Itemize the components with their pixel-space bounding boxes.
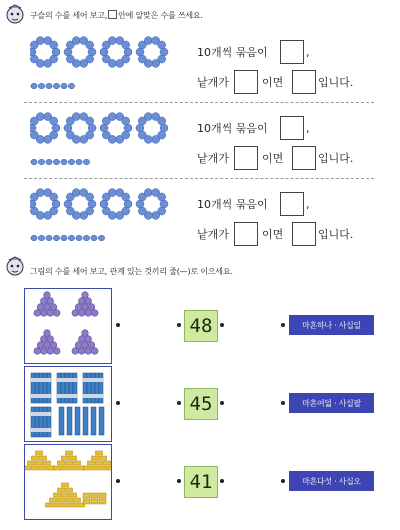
row-1-line1-suffix: ,	[306, 46, 310, 59]
row-2-line1-suffix: ,	[306, 122, 310, 135]
single-bead	[83, 159, 89, 165]
instruction-1-post: 안에 알맞은 수를 쓰세요.	[118, 11, 203, 20]
connect-dot-number-2-right[interactable]	[220, 401, 224, 405]
row-2-total-box[interactable]	[292, 146, 316, 170]
single-bead	[53, 83, 59, 89]
row-1-bundles-box[interactable]	[280, 40, 304, 64]
row-3-line2-prefix: 낱개가	[197, 228, 229, 241]
mascot-icon	[4, 256, 26, 278]
connect-dot-number-1-left[interactable]	[177, 323, 181, 327]
connect-dot-number-3-right[interactable]	[220, 479, 224, 483]
row-1-line1-label: 10개씩 묶음이	[197, 46, 268, 59]
number-card-2: 45	[184, 388, 218, 420]
bead-ring-of-ten	[30, 37, 60, 68]
connect-dot-picture-3[interactable]	[116, 479, 120, 483]
bead-ring-of-ten	[64, 37, 96, 68]
connect-dot-number-2-left[interactable]	[177, 401, 181, 405]
single-bead	[68, 235, 74, 241]
single-bead	[98, 235, 104, 241]
bead-ring-of-ten	[100, 37, 132, 68]
connect-dot-number-1-right[interactable]	[220, 323, 224, 327]
mascot-icon	[4, 4, 26, 26]
single-bead	[61, 83, 67, 89]
connect-dot-name-1[interactable]	[281, 323, 285, 327]
grape-bunches-icon	[25, 289, 111, 363]
single-bead	[68, 83, 74, 89]
single-bead	[38, 235, 44, 241]
row-3-line1-suffix: ,	[306, 198, 310, 211]
row-1-units-box[interactable]	[234, 70, 258, 94]
connect-dot-picture-1[interactable]	[116, 323, 120, 327]
single-bead	[83, 235, 89, 241]
bead-ring-of-ten	[64, 113, 96, 144]
connect-dot-name-3[interactable]	[281, 479, 285, 483]
divider-1	[24, 102, 374, 103]
bead-group-row-3	[30, 188, 180, 248]
empty-box-icon	[108, 10, 117, 19]
row-1-line2-suffix: 입니다.	[318, 76, 354, 89]
single-bead	[31, 159, 37, 165]
single-bead	[46, 83, 52, 89]
instruction-2: 그림의 수를 세어 보고, 관계 있는 것끼리 줄(—)로 이으세요.	[30, 267, 233, 276]
row-2-line2-suffix: 입니다.	[318, 152, 354, 165]
bead-ring-of-ten	[136, 37, 168, 68]
number-card-1: 48	[184, 310, 218, 342]
bead-ring-of-ten	[136, 189, 168, 220]
row-3-total-box[interactable]	[292, 222, 316, 246]
single-bead	[61, 159, 67, 165]
single-bead	[53, 235, 59, 241]
row-3-line2-suffix: 입니다.	[318, 228, 354, 241]
single-bead	[38, 83, 44, 89]
single-bead	[46, 235, 52, 241]
bead-ring-of-ten	[100, 189, 132, 220]
bead-ring-of-ten	[136, 113, 168, 144]
row-3-bundles-box[interactable]	[280, 192, 304, 216]
name-card-3: 마흔다섯 · 사십오	[289, 471, 374, 491]
row-3-line1-label: 10개씩 묶음이	[197, 198, 268, 211]
single-bead	[38, 159, 44, 165]
can-bundles-icon	[25, 367, 111, 441]
single-bead	[91, 235, 97, 241]
connect-dot-name-2[interactable]	[281, 401, 285, 405]
connect-dot-picture-2[interactable]	[116, 401, 120, 405]
row-3-units-box[interactable]	[234, 222, 258, 246]
picture-card-grapes	[24, 288, 112, 364]
row-3-line2-mid: 이면	[262, 228, 284, 241]
row-2-line2-mid: 이면	[262, 152, 284, 165]
number-card-3: 41	[184, 466, 218, 498]
row-1-line2-mid: 이면	[262, 76, 284, 89]
bead-ring-of-ten	[30, 113, 60, 144]
single-bead	[76, 159, 82, 165]
divider-2	[24, 178, 374, 179]
single-bead	[76, 235, 82, 241]
name-card-2: 마흔여덟 · 사십팔	[289, 393, 374, 413]
single-bead	[46, 159, 52, 165]
single-bead	[61, 235, 67, 241]
row-2-line1-label: 10개씩 묶음이	[197, 122, 268, 135]
single-bead	[53, 159, 59, 165]
name-card-1: 마흔하나 · 사십일	[289, 315, 374, 335]
single-bead	[31, 235, 37, 241]
row-2-bundles-box[interactable]	[280, 116, 304, 140]
row-1-line2-prefix: 낱개가	[197, 76, 229, 89]
bead-ring-of-ten	[64, 189, 96, 220]
bead-group-row-1	[30, 36, 180, 96]
single-bead	[31, 83, 37, 89]
instruction-1	[30, 10, 203, 21]
picture-card-cans	[24, 366, 112, 442]
gold-bars-icon	[25, 445, 111, 519]
row-2-units-box[interactable]	[234, 146, 258, 170]
instruction-1-pre: 구슬의 수를 세어 보고,	[30, 11, 108, 20]
connect-dot-number-3-left[interactable]	[177, 479, 181, 483]
row-1-total-box[interactable]	[292, 70, 316, 94]
bead-ring-of-ten	[30, 189, 60, 220]
picture-card-gold	[24, 444, 112, 520]
row-2-line2-prefix: 낱개가	[197, 152, 229, 165]
bead-ring-of-ten	[100, 113, 132, 144]
bead-group-row-2	[30, 112, 180, 172]
single-bead	[68, 159, 74, 165]
